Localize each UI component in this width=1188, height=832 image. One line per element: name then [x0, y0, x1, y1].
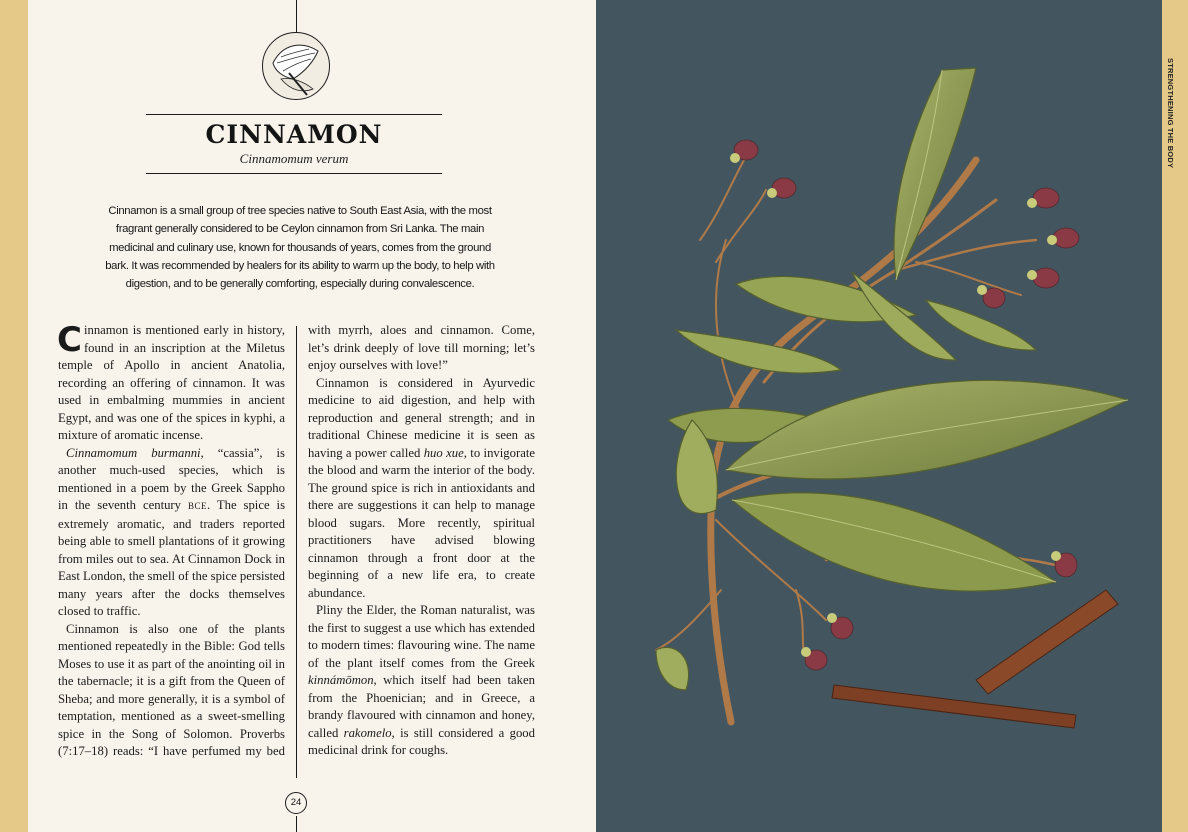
paragraph-5: Pliny the Elder, the Roman naturalist, was the first to suggest a use which has extended to modern times: flavouring wine. The name of the plant itself comes from the Greek kinnámōmon, which itself had been taken from the Phoenician; and in Greece, a brandy flavoured with cinnamon and honey, called rakomelo, is still considered a good medicinal drink for coughs.: [308, 603, 535, 757]
title-rule-top: [146, 114, 442, 115]
body-column-left: [58, 322, 285, 761]
running-head: STRENGTHENING THE BODY: [1166, 58, 1175, 169]
drop-cap: C: [57, 320, 82, 360]
paragraph-1: Cinnamon is mentioned early in history, found in an inscription at the Miletus temple of Apollo in ancient Anatolia, recording an offering of cinnamon. It was used in embalming mummies in ancient Egypt, and was one of the spices in kyphi, a mixture of aromatic incense.: [57, 320, 285, 442]
paragraph-4: Cinnamon is considered in Ayurvedic medicine to aid digestion, and help with reproduction and general strength; and in traditional Chinese medicine it is seen as having a power called huo xue, to invigorate the blood and warm the interior of the body. The ground spice is rich in antioxidants and there are suggestions it can help to manage blood sugars. More recently, spiritual practitioners have advised blowing cinnamon through a front door at the beginning of a new life era, to create abundance.: [308, 375, 535, 600]
page-title: CINNAMON: [205, 120, 383, 149]
page-number: 24: [285, 792, 307, 814]
column-divider: [296, 326, 297, 778]
title-rule-bottom: [146, 173, 442, 174]
paragraph-3-continued: with myrrh, aloes and cinnamon. Come, let’s drink deeply of love till morning; let’s enjoy ourselves with love!”: [308, 323, 535, 372]
cinnamon-medallion-icon: [262, 32, 330, 100]
body-column-right: [308, 322, 535, 760]
cinnamon-illustration: [596, 0, 1162, 832]
divider-top: [296, 0, 297, 32]
illustration-panel: [596, 0, 1162, 832]
paragraph-3: Cinnamon is also one of the plants mentioned repeatedly in the Bible: God tells Moses to use it as part of the anointing oil in the tabernacle; it is a gift from the Queen of Sheba; and more generally, it is a symbol of temptation, mentioned as a sweet-smelling spice in the Song of Solomon. Proverbs (7:17–18) reads: “I have perfumed my bed: [58, 621, 285, 758]
paragraph-2: Cinnamomum burmanni, “cassia”, is another much-used species, which is mentioned in a poem by the Greek Sappho in the seventh century BCE. The spice is extremely aromatic, and traders reported being able to smell plantations of it growing from miles out to sea. At Cinnamon Dock in East London, the smell of the spice persisted many years after the docks themselves closed to traffic.: [58, 445, 286, 618]
latin-name: Cinnamomum verum: [239, 151, 349, 166]
divider-bottom: [296, 816, 297, 832]
intro-paragraph: Cinnamon is a small group of tree species native to South East Asia, with the most fragrant generally considered to be Ceylon cinnamon from Sri Lanka. The main medicinal and culinary use, known for thousands of years, comes from the ground bark. It was recommended by healers for its ability to warm up the body, to help with digestion, and to be generally comforting, especially during convalescence.: [105, 205, 495, 291]
